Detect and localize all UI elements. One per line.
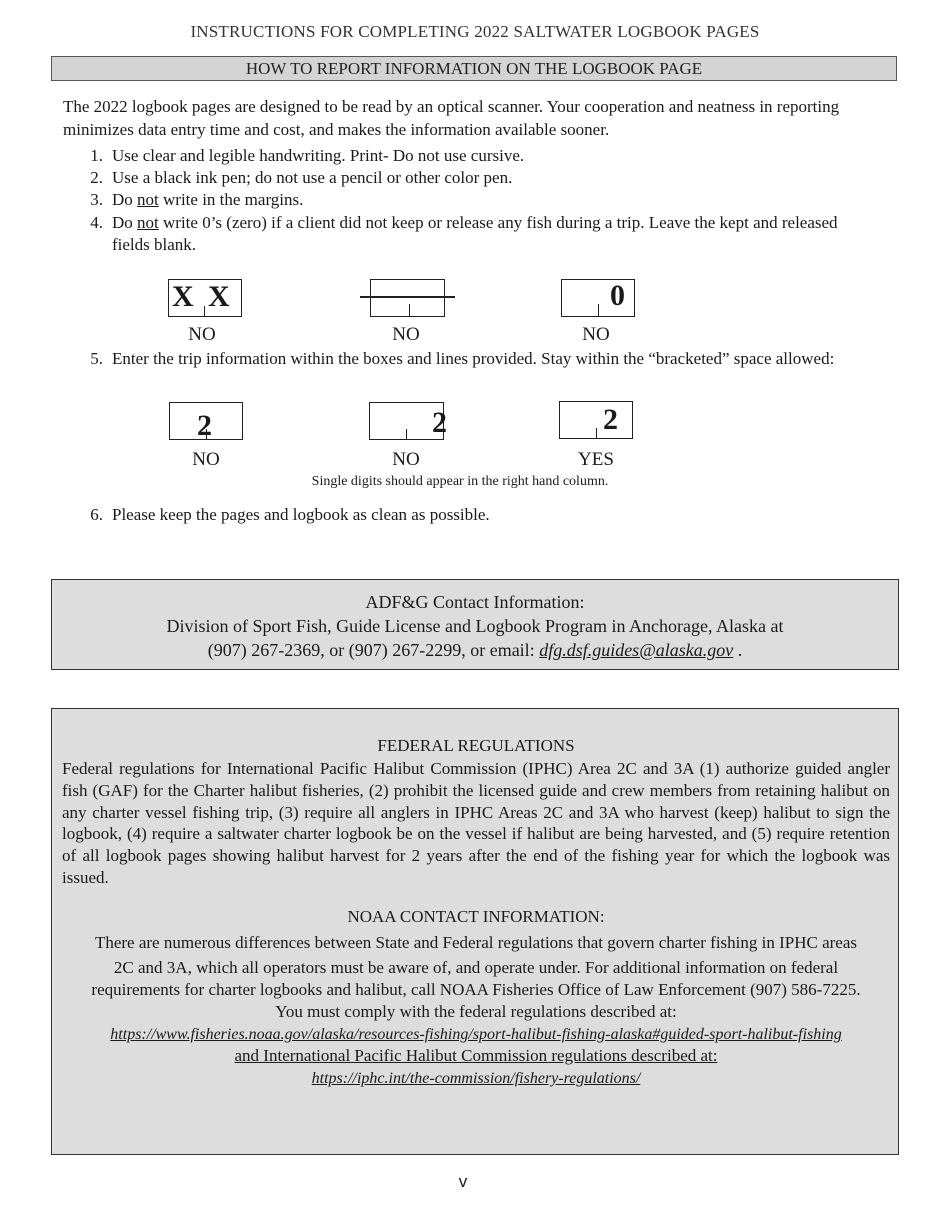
example-label: NO <box>188 324 216 345</box>
contact-line-1: Division of Sport Fish, Guide License and Logbook Program in Anchorage, Alaska at <box>166 616 784 636</box>
noaa-regulations-link[interactable]: https://www.fisheries.noaa.gov/alaska/resources-fishing/sport-halibut-fishing-alaska#guided-sport-halibut-fishing <box>110 1026 842 1043</box>
example-box-correct-digit: 2 <box>559 401 633 439</box>
federal-body: Federal regulations for International Pacific Halibut Commission (IPHC) Area 2C and 3A (1) authorize guided angler fish (GAF) for the Charter halibut fisheries, (2) prohibit the licensed guide and crew members from retaining halibut on any charter vessel fishing trip, (3) require all anglers in IPHC Areas 2C and 3A who harvest (keep) halibut to sign the logbook, (4) require a saltwater charter logbook be on the vessel if halibut are being harvested, and (5) require retention of all logbook pages showing halibut harvest for 2 years after the end of the fishing year for which the logbook was issued. <box>62 759 890 887</box>
example-label: NO <box>582 324 610 345</box>
contact-line-2: (907) 267-2369, or (907) 267-2299, or email: dfg.dsf.guides@alaska.gov . <box>207 640 743 660</box>
noaa-line-2: 2C and 3A, which all operators must be aware of, and operate under. For additional information on federal <box>113 958 839 977</box>
iphc-link-line <box>52 1067 900 1090</box>
noaa-line-4: You must comply with the federal regulations described at: <box>275 1002 677 1021</box>
iphc-regulations-link[interactable]: https://iphc.int/the-commission/fishery-regulations/ <box>311 1070 641 1087</box>
noaa-heading: NOAA CONTACT INFORMATION: <box>347 907 605 926</box>
intro-paragraph: The 2022 logbook pages are designed to be read by an optical scanner. Your cooperation and neatness in reporting minimizes data entry time and cost, and makes the information available sooner. <box>63 97 840 139</box>
section-header: HOW TO REPORT INFORMATION ON THE LOGBOOK PAGE <box>51 56 897 81</box>
noaa-line-5: and International Pacific Halibut Commission regulations described at: <box>234 1046 718 1065</box>
example-box-centered-digit: 2 <box>169 402 243 440</box>
crossing-line <box>360 296 455 298</box>
page-number: v <box>458 1172 468 1191</box>
noaa-line-3: requirements for charter logbooks and halibut, call NOAA Fisheries Office of Law Enforcement (907) 586-7225. <box>91 980 861 999</box>
noaa-line-1: There are numerous differences between State and Federal regulations that govern charter fishing in IPHC areas <box>94 933 858 952</box>
emphasis-not: not <box>137 190 159 209</box>
example-box-xx: X X <box>168 279 242 317</box>
example-box-zero: 0 <box>561 279 635 317</box>
page-title: INSTRUCTIONS FOR COMPLETING 2022 SALTWATER LOGBOOK PAGES <box>190 22 760 41</box>
email-link[interactable]: dfg.dsf.guides@alaska.gov <box>539 640 734 660</box>
regulations-box <box>51 708 899 1155</box>
emphasis-not: not <box>137 213 159 232</box>
contact-heading: ADF&G Contact Information: <box>365 592 585 612</box>
example-label: NO <box>392 324 420 345</box>
example-label: NO <box>392 449 420 470</box>
example-box-overflow-digit: 2 <box>369 402 444 440</box>
example-box-crossed-lines <box>370 279 445 317</box>
noaa-link-line <box>52 1023 900 1046</box>
example-label: NO <box>192 449 220 470</box>
example-label: YES <box>578 449 614 470</box>
federal-heading: FEDERAL REGULATIONS <box>377 736 575 755</box>
adfg-contact-box <box>51 579 899 670</box>
examples-caption: Single digits should appear in the right hand column. <box>311 474 609 489</box>
